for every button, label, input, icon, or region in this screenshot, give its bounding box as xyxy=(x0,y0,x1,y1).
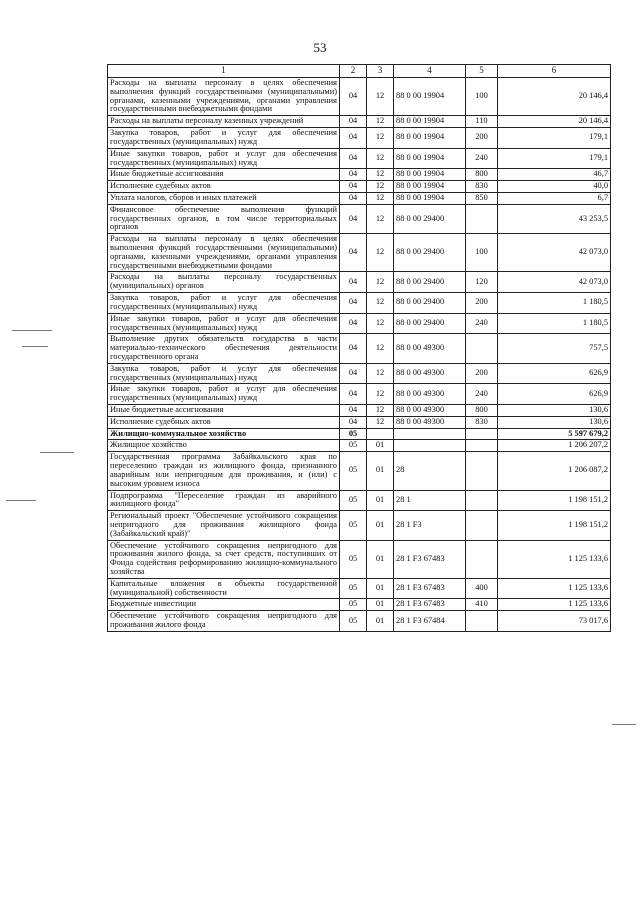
row-expense-type xyxy=(466,334,498,363)
header-col-5: 5 xyxy=(466,65,498,78)
row-subsection: 12 xyxy=(367,363,394,384)
table-row xyxy=(108,428,611,440)
row-section: 04 xyxy=(340,116,367,128)
row-amount: 1 180,5 xyxy=(498,293,611,314)
row-amount: 1 206 087,2 xyxy=(498,452,611,490)
row-expense-type: 410 xyxy=(466,599,498,611)
row-target-article: 28 1 F3 67483 xyxy=(394,599,466,611)
row-subsection: 12 xyxy=(367,181,394,193)
row-amount: 179,1 xyxy=(498,148,611,169)
row-section: 05 xyxy=(340,428,367,440)
row-target-article: 88 0 00 49300 xyxy=(394,363,466,384)
row-expense-type: 100 xyxy=(466,234,498,272)
row-section: 04 xyxy=(340,234,367,272)
row-subsection: 12 xyxy=(367,405,394,417)
row-target-article xyxy=(394,440,466,452)
row-subsection: 12 xyxy=(367,272,394,293)
row-name: Иные бюджетные ассигнования xyxy=(108,169,340,181)
row-amount: 1 198 151,2 xyxy=(498,511,611,540)
row-section: 05 xyxy=(340,490,367,511)
row-subsection: 12 xyxy=(367,234,394,272)
row-name: Расходы на выплаты персоналу в целях обеспечения выполнения функций государственными (муниципальными) органами, казенными учреждениями, органами управления государственными внебюджетными фондами xyxy=(108,234,340,272)
table-row xyxy=(108,313,611,334)
row-amount: 5 597 679,2 xyxy=(498,428,611,440)
row-name: Жилищно-коммунальное хозяйство xyxy=(108,428,340,440)
row-target-article: 28 1 F3 67483 xyxy=(394,578,466,599)
row-expense-type xyxy=(466,428,498,440)
row-section: 04 xyxy=(340,204,367,233)
row-section: 04 xyxy=(340,272,367,293)
row-target-article: 88 0 00 29400 xyxy=(394,313,466,334)
row-name: Иные закупки товаров, работ и услуг для обеспечения государственных (муниципальных) нужд xyxy=(108,148,340,169)
row-subsection: 01 xyxy=(367,490,394,511)
row-section: 04 xyxy=(340,405,367,417)
table-row xyxy=(108,490,611,511)
row-section: 05 xyxy=(340,440,367,452)
row-section: 05 xyxy=(340,511,367,540)
row-target-article: 28 1 F3 67484 xyxy=(394,611,466,632)
row-name: Расходы на выплаты персоналу казенных учреждений xyxy=(108,116,340,128)
row-name: Жилищное хозяйство xyxy=(108,440,340,452)
row-section: 05 xyxy=(340,578,367,599)
row-subsection: 01 xyxy=(367,578,394,599)
row-name: Иные закупки товаров, работ и услуг для обеспечения государственных (муниципальных) нужд xyxy=(108,313,340,334)
row-section: 05 xyxy=(340,452,367,490)
table-row xyxy=(108,293,611,314)
row-amount: 1 125 133,6 xyxy=(498,578,611,599)
row-amount: 626,9 xyxy=(498,384,611,405)
row-target-article xyxy=(394,428,466,440)
header-col-1: 1 xyxy=(108,65,340,78)
row-subsection: 12 xyxy=(367,192,394,204)
row-expense-type: 830 xyxy=(466,181,498,193)
budget-table xyxy=(107,64,611,632)
row-expense-type: 800 xyxy=(466,405,498,417)
row-expense-type: 400 xyxy=(466,578,498,599)
table-row xyxy=(108,611,611,632)
row-section: 05 xyxy=(340,599,367,611)
row-target-article: 88 0 00 49300 xyxy=(394,384,466,405)
row-target-article: 88 0 00 29400 xyxy=(394,272,466,293)
row-expense-type xyxy=(466,540,498,578)
row-subsection: 12 xyxy=(367,384,394,405)
row-expense-type: 240 xyxy=(466,384,498,405)
row-amount: 130,6 xyxy=(498,405,611,417)
row-name: Исполнение судебных актов xyxy=(108,181,340,193)
table-row xyxy=(108,511,611,540)
row-name: Обеспечение устойчивого сокращения непригодного для проживания жилого фонда xyxy=(108,611,340,632)
row-subsection: 12 xyxy=(367,169,394,181)
row-expense-type: 200 xyxy=(466,128,498,149)
row-name: Закупка товаров, работ и услуг для обеспечения государственных (муниципальных) нужд xyxy=(108,293,340,314)
row-expense-type: 110 xyxy=(466,116,498,128)
row-name: Уплата налогов, сборов и иных платежей xyxy=(108,192,340,204)
row-section: 04 xyxy=(340,192,367,204)
row-amount: 6,7 xyxy=(498,192,611,204)
row-name: Исполнение судебных актов xyxy=(108,416,340,428)
row-expense-type: 120 xyxy=(466,272,498,293)
row-name: Капитальные вложения в объекты государственной (муниципальной) собственности xyxy=(108,578,340,599)
table-row xyxy=(108,116,611,128)
row-amount: 73 017,6 xyxy=(498,611,611,632)
scan-mark xyxy=(6,500,36,501)
row-section: 04 xyxy=(340,181,367,193)
row-section: 04 xyxy=(340,363,367,384)
row-expense-type xyxy=(466,611,498,632)
table-row xyxy=(108,204,611,233)
row-expense-type: 200 xyxy=(466,293,498,314)
row-target-article: 88 0 00 19904 xyxy=(394,169,466,181)
row-section: 05 xyxy=(340,611,367,632)
row-subsection: 01 xyxy=(367,540,394,578)
row-section: 04 xyxy=(340,78,367,116)
table-row xyxy=(108,234,611,272)
row-target-article: 88 0 00 19904 xyxy=(394,181,466,193)
row-expense-type xyxy=(466,204,498,233)
row-amount: 1 206 207,2 xyxy=(498,440,611,452)
row-amount: 757,5 xyxy=(498,334,611,363)
row-section: 04 xyxy=(340,169,367,181)
row-target-article: 88 0 00 19904 xyxy=(394,128,466,149)
row-amount: 1 198 151,2 xyxy=(498,490,611,511)
row-section: 04 xyxy=(340,384,367,405)
row-subsection: 12 xyxy=(367,148,394,169)
table-row xyxy=(108,169,611,181)
row-target-article: 88 0 00 19904 xyxy=(394,192,466,204)
scan-mark xyxy=(22,346,48,347)
row-amount: 130,6 xyxy=(498,416,611,428)
table-row xyxy=(108,272,611,293)
row-amount: 1 125 133,6 xyxy=(498,599,611,611)
row-target-article: 88 0 00 29400 xyxy=(394,293,466,314)
row-subsection: 12 xyxy=(367,204,394,233)
row-section: 04 xyxy=(340,313,367,334)
row-amount: 179,1 xyxy=(498,128,611,149)
row-amount: 40,0 xyxy=(498,181,611,193)
table-row xyxy=(108,78,611,116)
row-subsection: 01 xyxy=(367,511,394,540)
table-row xyxy=(108,334,611,363)
row-target-article: 88 0 00 49300 xyxy=(394,334,466,363)
row-amount: 20 146,4 xyxy=(498,78,611,116)
table-row xyxy=(108,181,611,193)
row-name: Бюджетные инвестиции xyxy=(108,599,340,611)
row-target-article: 28 1 F3 xyxy=(394,511,466,540)
row-target-article: 88 0 00 49300 xyxy=(394,416,466,428)
table-row xyxy=(108,578,611,599)
table-row xyxy=(108,192,611,204)
row-expense-type: 200 xyxy=(466,363,498,384)
row-subsection: 12 xyxy=(367,128,394,149)
row-target-article: 28 1 xyxy=(394,490,466,511)
table-row xyxy=(108,128,611,149)
row-name: Обеспечение устойчивого сокращения непригодного для проживания жилого фонда, за счет средств, поступивших от Фонда содействия реформированию жилищно-коммунального хозяйства xyxy=(108,540,340,578)
row-section: 05 xyxy=(340,540,367,578)
row-subsection: 12 xyxy=(367,293,394,314)
row-section: 04 xyxy=(340,148,367,169)
row-subsection: 12 xyxy=(367,313,394,334)
scan-mark xyxy=(612,724,636,725)
row-target-article: 88 0 00 19904 xyxy=(394,78,466,116)
row-name: Региональный проект "Обеспечение устойчивого сокращения непригодного для проживания жилищного фонда (Забайкальский край)" xyxy=(108,511,340,540)
row-target-article: 28 xyxy=(394,452,466,490)
row-amount: 626,9 xyxy=(498,363,611,384)
row-expense-type: 100 xyxy=(466,78,498,116)
scan-mark xyxy=(12,330,52,331)
row-amount: 20 146,4 xyxy=(498,116,611,128)
row-name: Иные закупки товаров, работ и услуг для обеспечения государственных (муниципальных) нужд xyxy=(108,384,340,405)
header-col-2: 2 xyxy=(340,65,367,78)
row-name: Закупка товаров, работ и услуг для обеспечения государственных (муниципальных) нужд xyxy=(108,128,340,149)
row-target-article: 88 0 00 49300 xyxy=(394,405,466,417)
row-amount: 1 125 133,6 xyxy=(498,540,611,578)
row-name: Государственная программа Забайкальского края по переселению граждан из жилищного фонда, признанного аварийным или непригодным для проживания, и (или) с высоким уровнем износа xyxy=(108,452,340,490)
row-amount: 46,7 xyxy=(498,169,611,181)
scan-mark xyxy=(40,452,74,453)
row-name: Выполнение других обязательств государства в части материально-технического обеспечения деятельности государственного органа xyxy=(108,334,340,363)
row-expense-type: 830 xyxy=(466,416,498,428)
row-name: Расходы на выплаты персоналу в целях обеспечения выполнения функций государственными (муниципальными) органами, казенными учреждениями, органами управления государственными внебюджетными фондами xyxy=(108,78,340,116)
row-expense-type xyxy=(466,511,498,540)
row-amount: 42 073,0 xyxy=(498,272,611,293)
row-target-article: 88 0 00 19904 xyxy=(394,116,466,128)
row-expense-type: 240 xyxy=(466,148,498,169)
row-section: 04 xyxy=(340,334,367,363)
table-row xyxy=(108,540,611,578)
header-col-4: 4 xyxy=(394,65,466,78)
row-subsection: 01 xyxy=(367,611,394,632)
table-row xyxy=(108,148,611,169)
table-row xyxy=(108,384,611,405)
table-row xyxy=(108,363,611,384)
row-expense-type: 850 xyxy=(466,192,498,204)
row-subsection: 12 xyxy=(367,334,394,363)
row-subsection: 01 xyxy=(367,452,394,490)
row-name: Закупка товаров, работ и услуг для обеспечения государственных (муниципальных) нужд xyxy=(108,363,340,384)
row-subsection: 01 xyxy=(367,599,394,611)
row-amount: 42 073,0 xyxy=(498,234,611,272)
row-target-article: 88 0 00 29400 xyxy=(394,234,466,272)
row-expense-type: 800 xyxy=(466,169,498,181)
row-target-article: 88 0 00 19904 xyxy=(394,148,466,169)
page-number: 53 xyxy=(313,40,327,55)
row-name: Расходы на выплаты персоналу государственных (муниципальных) органов xyxy=(108,272,340,293)
row-expense-type: 240 xyxy=(466,313,498,334)
row-target-article: 88 0 00 29400 xyxy=(394,204,466,233)
table-row xyxy=(108,599,611,611)
row-expense-type xyxy=(466,452,498,490)
table-row xyxy=(108,440,611,452)
table-row xyxy=(108,416,611,428)
row-section: 04 xyxy=(340,128,367,149)
row-name: Иные бюджетные ассигнования xyxy=(108,405,340,417)
row-expense-type xyxy=(466,490,498,511)
row-subsection xyxy=(367,428,394,440)
row-target-article: 28 1 F3 67483 xyxy=(394,540,466,578)
table-row xyxy=(108,405,611,417)
row-subsection: 12 xyxy=(367,78,394,116)
row-amount: 43 253,5 xyxy=(498,204,611,233)
row-subsection: 01 xyxy=(367,440,394,452)
table-header-row xyxy=(108,65,611,78)
row-expense-type xyxy=(466,440,498,452)
table-row xyxy=(108,452,611,490)
row-name: Финансовое обеспечение выполнения функций государственных органов, в том числе территориальных органов xyxy=(108,204,340,233)
header-col-6: 6 xyxy=(498,65,611,78)
row-section: 04 xyxy=(340,416,367,428)
row-section: 04 xyxy=(340,293,367,314)
row-subsection: 12 xyxy=(367,116,394,128)
row-name: Подпрограмма "Переселение граждан из аварийного жилищного фонда" xyxy=(108,490,340,511)
row-subsection: 12 xyxy=(367,416,394,428)
header-col-3: 3 xyxy=(367,65,394,78)
row-amount: 1 180,5 xyxy=(498,313,611,334)
